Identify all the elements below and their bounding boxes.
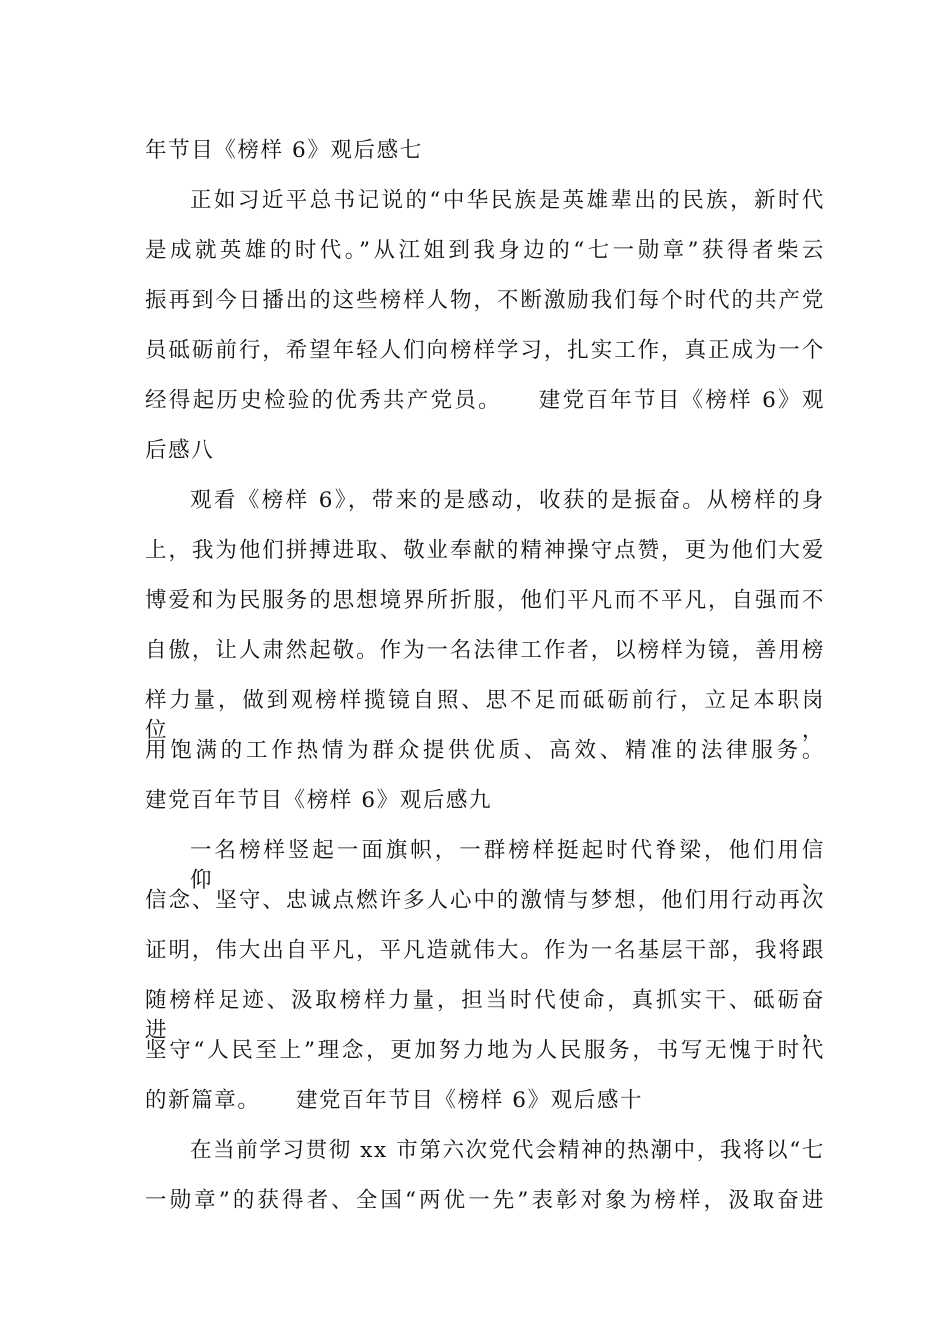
text-line: 在当前学习贯彻 xx 市第六次党代会精神的热潮中，我将以“七 [190, 1138, 825, 1163]
text-line: 年节目《榜样 6》观后感七 [145, 138, 423, 163]
text-line: 经得起历史检验的优秀共产党员。 建党百年节目《榜样 6》观 [145, 388, 825, 413]
text-line: 振再到今日播出的这些榜样人物，不断激励我们每个时代的共产党 [145, 288, 825, 313]
text-line: 观看《榜样 6》，带来的是感动，收获的是振奋。从榜样的身 [190, 488, 825, 513]
text-line: 用饱满的工作热情为群众提供优质、高效、精准的法律服务。 [145, 738, 825, 763]
text-line: 样力量，做到观榜样揽镜自照、思不足而砥砺前行，立足本职岗位， [145, 688, 825, 743]
text-line: 一名榜样竖起一面旗帜，一群榜样挺起时代脊梁，他们用信仰、 [190, 838, 825, 893]
text-line: 随榜样足迹、汲取榜样力量，担当时代使命，真抓实干、砥砺奋进， [145, 988, 825, 1043]
text-line: 信念、坚守、忠诚点燃许多人心中的激情与梦想，他们用行动再次 [145, 888, 825, 913]
text-line: 正如习近平总书记说的“中华民族是英雄辈出的民族，新时代 [190, 188, 825, 213]
text-line: 坚守“人民至上”理念，更加努力地为人民服务，书写无愧于时代 [145, 1038, 825, 1063]
text-line: 一勋章”的获得者、全国“两优一先”表彰对象为榜样，汲取奋进 [145, 1188, 825, 1213]
text-line: 的新篇章。 建党百年节目《榜样 6》观后感十 [145, 1088, 644, 1113]
text-line: 自傲，让人肃然起敬。作为一名法律工作者，以榜样为镜，善用榜 [145, 638, 825, 663]
text-line: 证明，伟大出自平凡，平凡造就伟大。作为一名基层干部，我将跟 [145, 938, 825, 963]
text-line: 建党百年节目《榜样 6》观后感九 [145, 788, 493, 813]
text-line: 上，我为他们拼搏进取、敬业奉献的精神操守点赞，更为他们大爱 [145, 538, 825, 563]
text-line: 员砥砺前行，希望年轻人们向榜样学习，扎实工作，真正成为一个 [145, 338, 825, 363]
text-line: 博爱和为民服务的思想境界所折服，他们平凡而不平凡，自强而不 [145, 588, 825, 613]
text-line: 是成就英雄的时代。”从江姐到我身边的“七一勋章”获得者柴云 [145, 238, 825, 263]
text-line: 后感八 [145, 438, 215, 463]
